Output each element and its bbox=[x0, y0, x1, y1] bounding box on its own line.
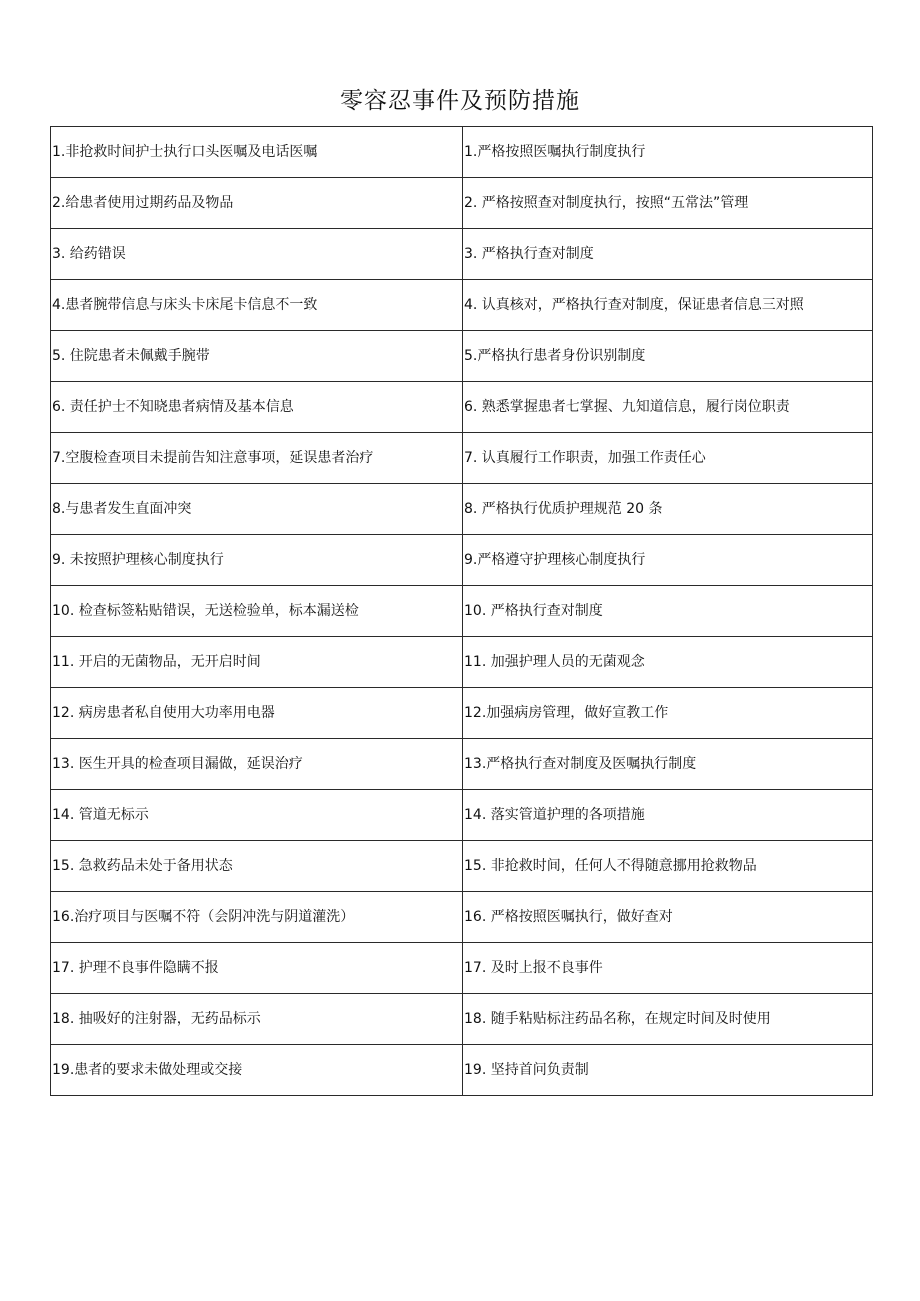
event-cell: 14. 管道无标示 bbox=[51, 790, 463, 841]
event-cell: 2.给患者使用过期药品及物品 bbox=[51, 178, 463, 229]
event-cell: 18. 抽吸好的注射器，无药品标示 bbox=[51, 994, 463, 1045]
table-row bbox=[51, 586, 873, 637]
measure-cell: 18. 随手粘贴标注药品名称，在规定时间及时使用 bbox=[463, 994, 873, 1045]
events-measures-table bbox=[50, 126, 873, 1096]
measure-cell: 1.严格按照医嘱执行制度执行 bbox=[463, 127, 873, 178]
event-cell: 6. 责任护士不知晓患者病情及基本信息 bbox=[51, 382, 463, 433]
measure-cell: 2. 严格按照查对制度执行，按照“五常法”管理 bbox=[463, 178, 873, 229]
table-row bbox=[51, 331, 873, 382]
measure-cell: 15. 非抢救时间，任何人不得随意挪用抢救物品 bbox=[463, 841, 873, 892]
event-cell: 8.与患者发生直面冲突 bbox=[51, 484, 463, 535]
table-row bbox=[51, 535, 873, 586]
table-row bbox=[51, 688, 873, 739]
event-cell: 16.治疗项目与医嘱不符（会阴冲洗与阴道灌洗） bbox=[51, 892, 463, 943]
measure-cell: 3. 严格执行查对制度 bbox=[463, 229, 873, 280]
measure-cell: 6. 熟悉掌握患者七掌握、九知道信息，履行岗位职责 bbox=[463, 382, 873, 433]
event-cell: 13. 医生开具的检查项目漏做，延误治疗 bbox=[51, 739, 463, 790]
table-row bbox=[51, 382, 873, 433]
measure-cell: 7. 认真履行工作职责，加强工作责任心 bbox=[463, 433, 873, 484]
table-row bbox=[51, 739, 873, 790]
measure-cell: 12.加强病房管理，做好宣教工作 bbox=[463, 688, 873, 739]
measure-cell: 19. 坚持首问负责制 bbox=[463, 1045, 873, 1096]
table-row bbox=[51, 127, 873, 178]
table-row bbox=[51, 790, 873, 841]
table-row bbox=[51, 280, 873, 331]
event-cell: 15. 急救药品未处于备用状态 bbox=[51, 841, 463, 892]
measure-cell: 4. 认真核对，严格执行查对制度，保证患者信息三对照 bbox=[463, 280, 873, 331]
measure-cell: 16. 严格按照医嘱执行，做好查对 bbox=[463, 892, 873, 943]
event-cell: 19.患者的要求未做处理或交接 bbox=[51, 1045, 463, 1096]
measure-cell: 10. 严格执行查对制度 bbox=[463, 586, 873, 637]
measure-cell: 8. 严格执行优质护理规范 20 条 bbox=[463, 484, 873, 535]
table-row bbox=[51, 943, 873, 994]
table-row bbox=[51, 178, 873, 229]
table-row bbox=[51, 892, 873, 943]
table-row bbox=[51, 229, 873, 280]
page-title: 零容忍事件及预防措施 bbox=[340, 88, 580, 114]
table-row bbox=[51, 841, 873, 892]
table-row bbox=[51, 1045, 873, 1096]
table-row bbox=[51, 994, 873, 1045]
event-cell: 4.患者腕带信息与床头卡床尾卡信息不一致 bbox=[51, 280, 463, 331]
measure-cell: 14. 落实管道护理的各项措施 bbox=[463, 790, 873, 841]
measure-cell: 17. 及时上报不良事件 bbox=[463, 943, 873, 994]
event-cell: 5. 住院患者未佩戴手腕带 bbox=[51, 331, 463, 382]
event-cell: 1.非抢救时间护士执行口头医嘱及电话医嘱 bbox=[51, 127, 463, 178]
measure-cell: 5.严格执行患者身份识别制度 bbox=[463, 331, 873, 382]
measure-cell: 13.严格执行查对制度及医嘱执行制度 bbox=[463, 739, 873, 790]
measure-cell: 9.严格遵守护理核心制度执行 bbox=[463, 535, 873, 586]
table-row bbox=[51, 433, 873, 484]
measure-cell: 11. 加强护理人员的无菌观念 bbox=[463, 637, 873, 688]
event-cell: 17. 护理不良事件隐瞒不报 bbox=[51, 943, 463, 994]
table-row bbox=[51, 484, 873, 535]
event-cell: 7.空腹检查项目未提前告知注意事项，延误患者治疗 bbox=[51, 433, 463, 484]
event-cell: 11. 开启的无菌物品，无开启时间 bbox=[51, 637, 463, 688]
table-row bbox=[51, 637, 873, 688]
event-cell: 12. 病房患者私自使用大功率用电器 bbox=[51, 688, 463, 739]
event-cell: 9. 未按照护理核心制度执行 bbox=[51, 535, 463, 586]
event-cell: 10. 检查标签粘贴错误，无送检验单，标本漏送检 bbox=[51, 586, 463, 637]
event-cell: 3. 给药错误 bbox=[51, 229, 463, 280]
